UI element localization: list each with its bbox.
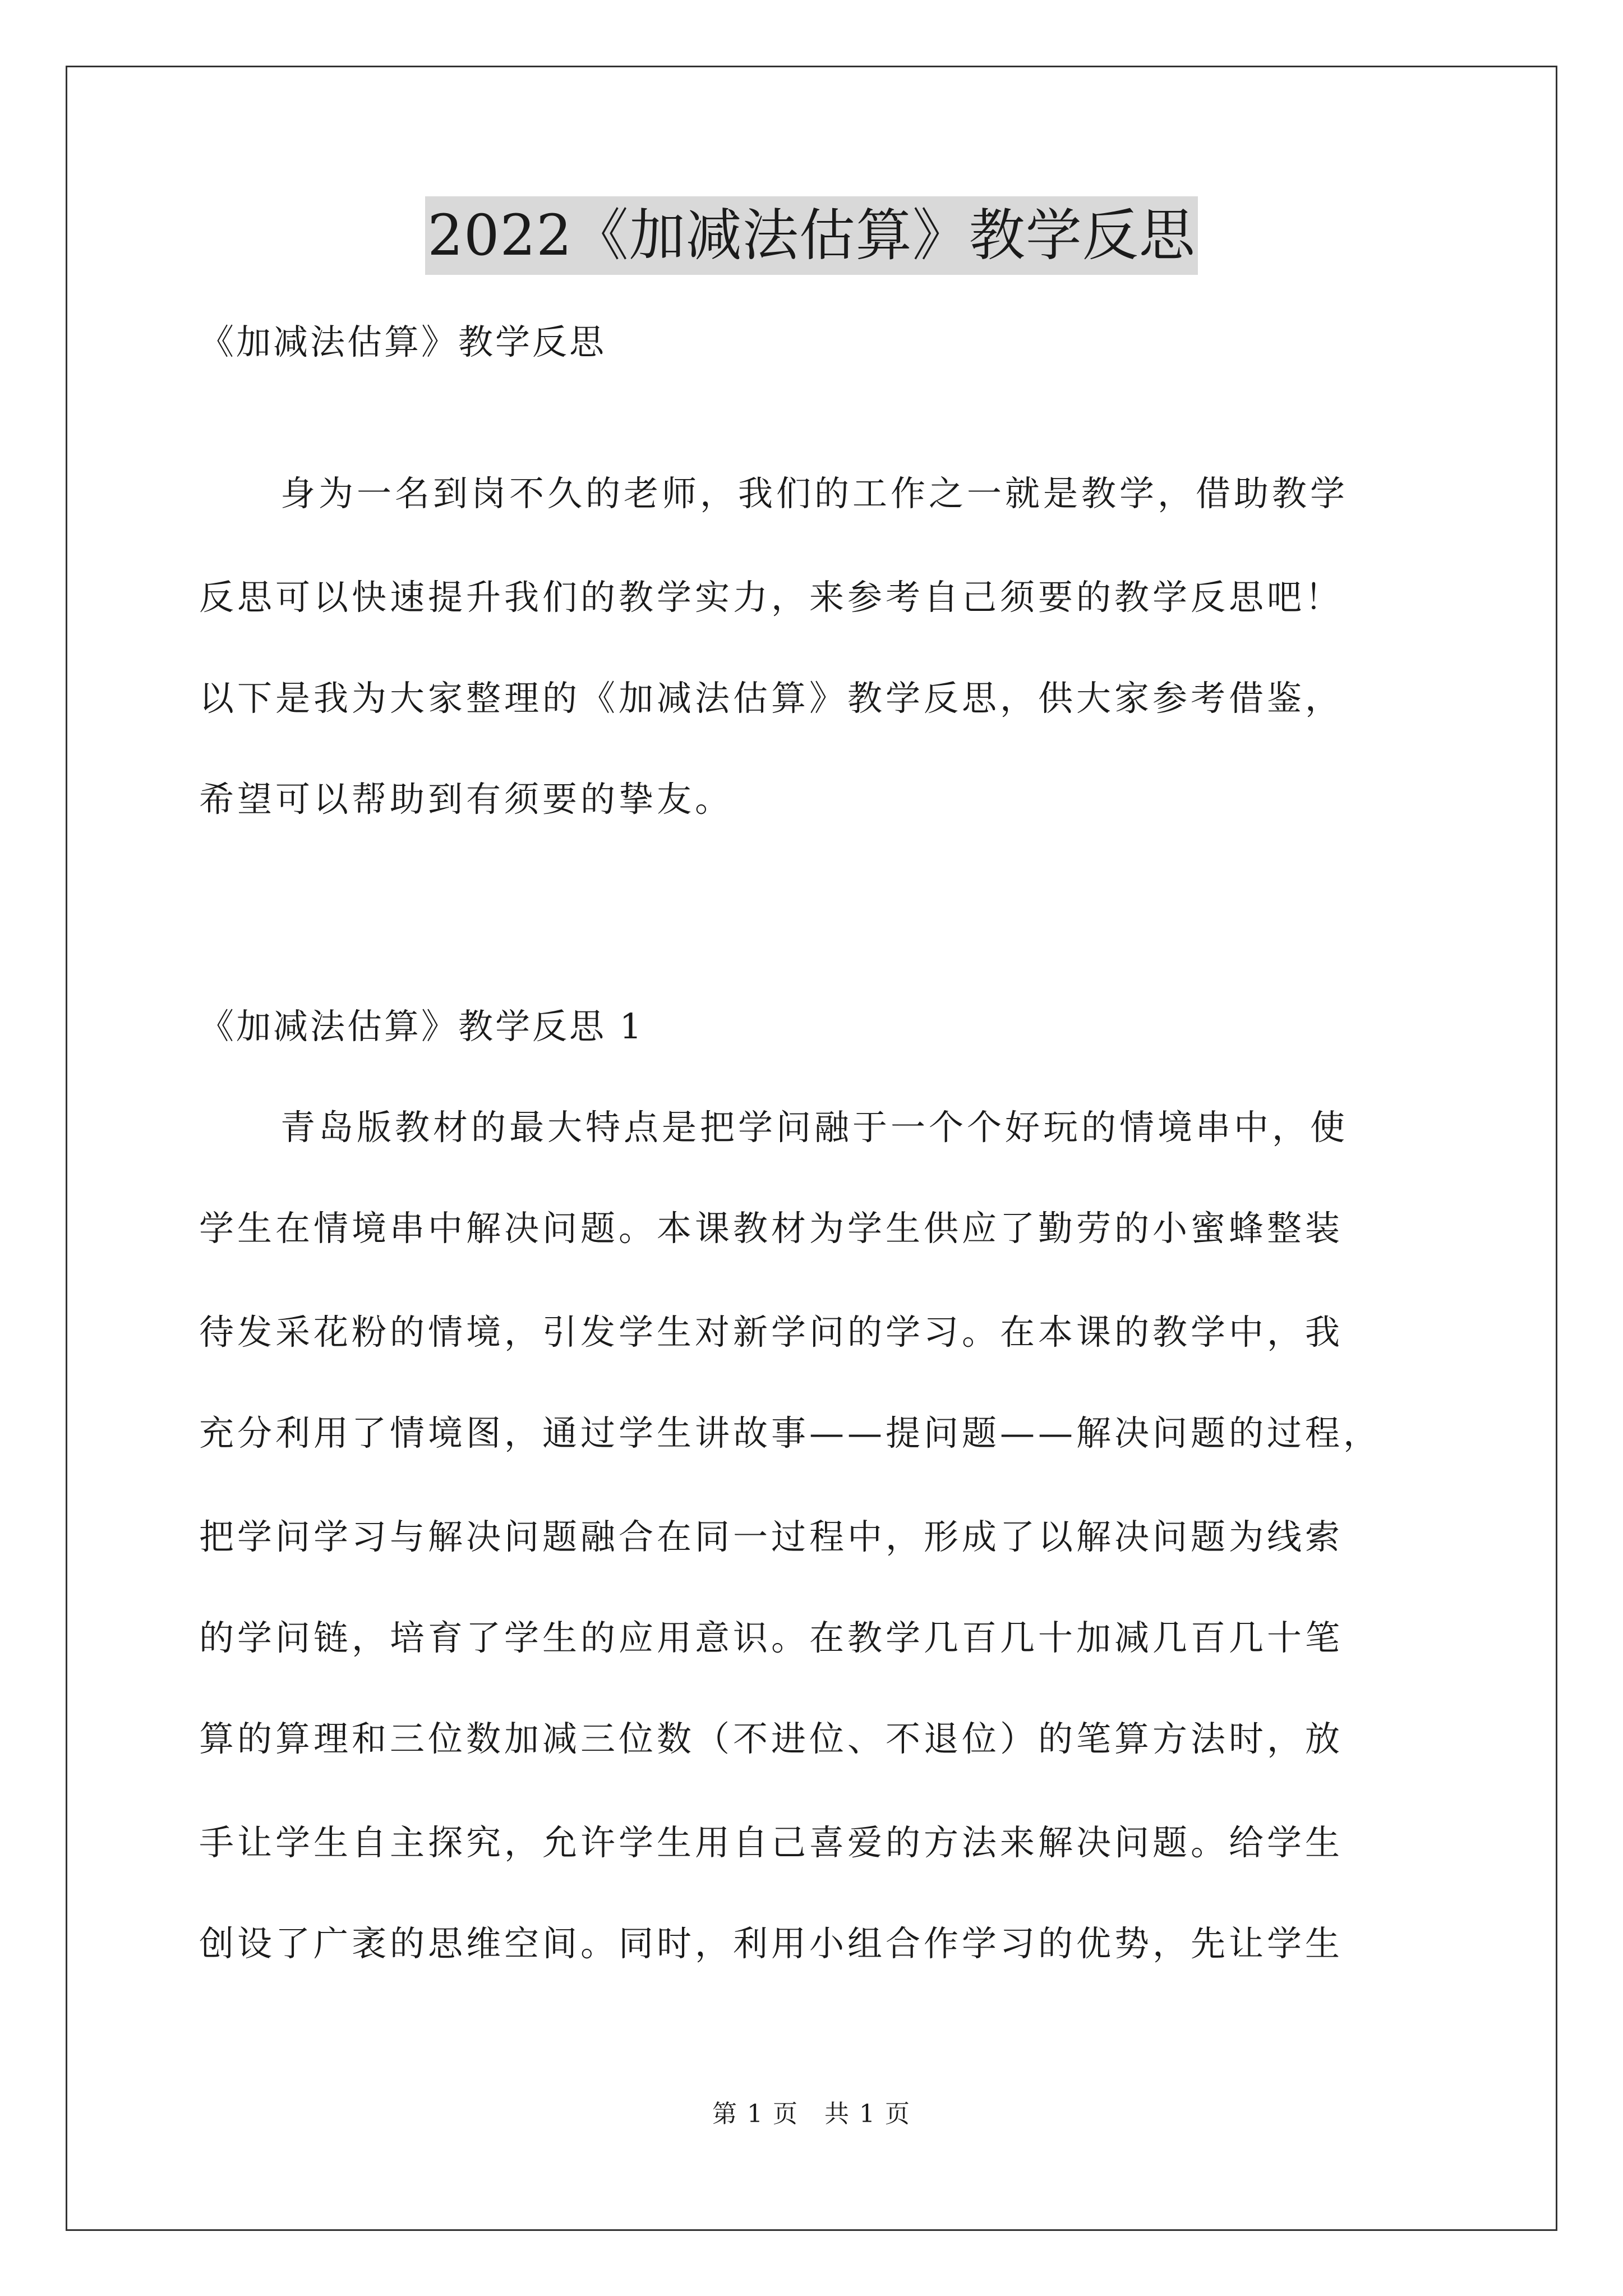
body-line: 创设了广袤的思维空间。同时，利用小组合作学习的优势，先让学生 — [199, 1923, 1344, 1964]
section-heading: 《加减法估算》教学反思 1 — [199, 1006, 644, 1047]
intro-line: 希望可以帮助到有须要的挚友。 — [199, 779, 734, 820]
body-line: 青岛版教材的最大特点是把学问融于一个个好玩的情境串中，使 — [280, 1107, 1349, 1148]
title-container — [0, 196, 1623, 275]
body-line: 学生在情境串中解决问题。本课教材为学生供应了勤劳的小蜜蜂整装 — [199, 1208, 1344, 1249]
page-footer: 第 1 页 共 1 页 — [712, 2100, 911, 2128]
intro-line: 身为一名到岗不久的老师，我们的工作之一就是教学，借助教学 — [280, 473, 1349, 514]
body-line: 充分利用了情境图，通过学生讲故事——提问题——解决问题的过程， — [199, 1412, 1382, 1453]
document-title: 2022《加减法估算》教学反思 — [425, 196, 1198, 275]
body-line: 手让学生自主探究，允许学生用自己喜爱的方法来解决问题。给学生 — [199, 1822, 1344, 1863]
intro-line: 以下是我为大家整理的《加减法估算》教学反思，供大家参考借鉴， — [199, 678, 1344, 719]
subtitle: 《加减法估算》教学反思 — [199, 321, 607, 362]
body-line: 的学问链，培育了学生的应用意识。在教学几百几十加减几百几十笔 — [199, 1617, 1344, 1658]
body-line: 算的算理和三位数加减三位数（不进位、不退位）的笔算方法时，放 — [199, 1718, 1344, 1759]
body-line: 待发采花粉的情境，引发学生对新学问的学习。在本课的教学中，我 — [199, 1312, 1344, 1352]
body-line: 把学问学习与解决问题融合在同一过程中，形成了以解决问题为线索 — [199, 1516, 1344, 1557]
intro-line: 反思可以快速提升我们的教学实力，来参考自己须要的教学反思吧！ — [199, 577, 1344, 618]
